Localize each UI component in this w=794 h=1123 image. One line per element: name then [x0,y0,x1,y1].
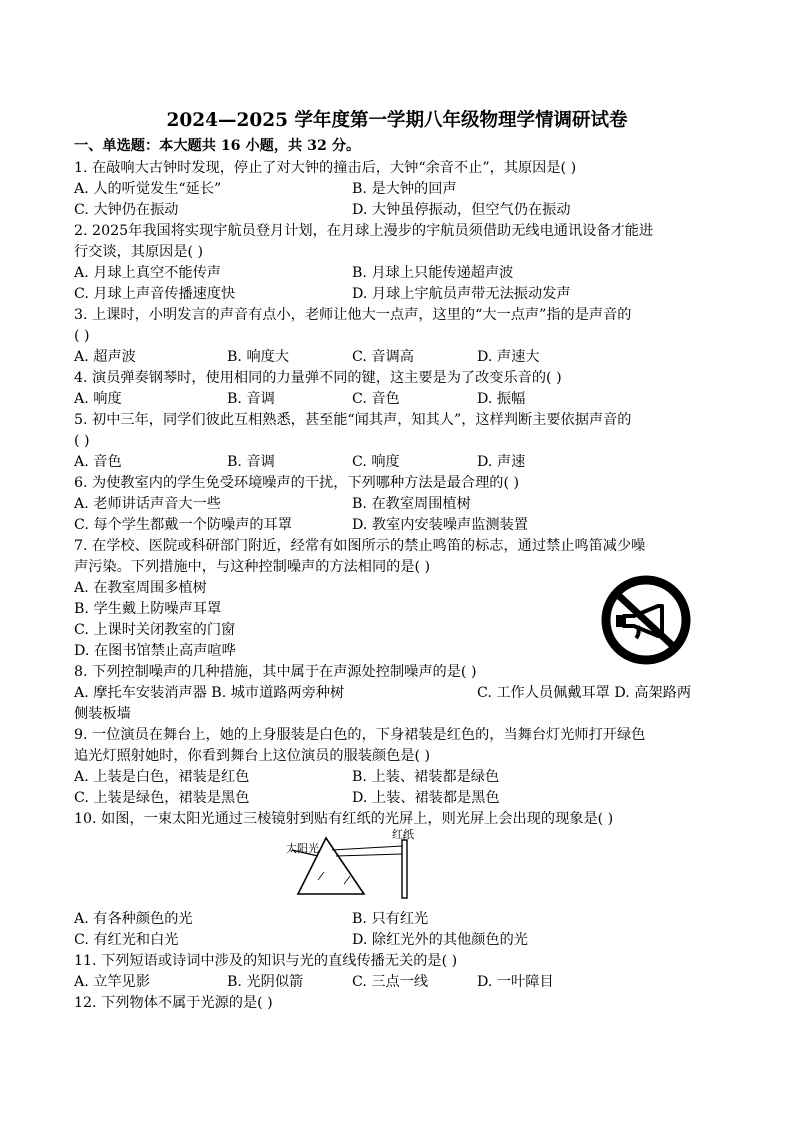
q7-option-b: B. 学生戴上防噪声耳罩 [74,601,222,617]
q6-option-b: B. 在教室周围植树 [352,496,471,512]
q11-option-b: B. 光阴似箭 [227,974,304,990]
q3-option-d: D. 声速大 [477,349,540,365]
q2-option-c: C. 月球上声音传播速度快 [74,286,236,302]
q4-option-b: B. 音调 [227,391,275,407]
q5-option-b: B. 音调 [227,454,275,470]
q6-option-c: C. 每个学生都戴一个防噪声的耳罩 [74,517,292,533]
q5-option-a: A. 音色 [74,454,122,470]
q10-stem: 10. 如图，一束太阳光通过三棱镜射到贴有红纸的光屏上，则光屏上会出现的现象是( ) [74,811,614,827]
q3-stem: 3. 上课时，小明发言的声音有点小，老师让他大一点声，这里的“大一点声”指的是声音的 [74,307,632,323]
red-paper-label: 红纸 [392,828,414,841]
prism-figure [278,828,428,902]
q10-option-a: A. 有各种颜色的光 [74,911,193,927]
no-honking-sign-icon [600,574,692,666]
q3-option-a: A. 超声波 [74,349,136,365]
q1-option-c: C. 大钟仍在振动 [74,202,179,218]
q7-stem: 7. 在学校、医院或科研部门附近，经常有如图所示的禁止鸣笛的标志，通过禁止鸣笛减少噪 [74,538,646,554]
q8-option-d-cont: 侧装板墙 [74,706,131,722]
q2-stem-cont: 行交谈，其原因是( ) [74,244,204,260]
q8-options-cd: C. 工作人员佩戴耳罩 D. 高架路两 [477,685,692,701]
q9-option-a: A. 上装是白色，裙装是红色 [74,769,250,785]
q4-option-d: D. 振幅 [477,391,526,407]
q10-option-b: B. 只有红光 [352,911,429,927]
q6-option-a: A. 老师讲话声音大一些 [74,496,221,512]
page-title: 2024—2025 学年度第一学期八年级物理学情调研试卷 [166,110,628,131]
q10-option-c: C. 有红光和白光 [74,932,179,948]
q2-option-b: B. 月球上只能传递超声波 [352,265,514,281]
q5-stem: 5. 初中三年，同学们彼此互相熟悉，甚至能“闻其声，知其人”，这样判断主要依据声音的 [74,412,632,428]
section-heading: 一、单选题：本大题共 16 小题，共 32 分。 [74,138,361,154]
q5-option-d: D. 声速 [477,454,526,470]
q5-option-c: C. 响度 [352,454,400,470]
q11-option-c: C. 三点一线 [352,974,429,990]
q2-option-d: D. 月球上宇航员声带无法振动发声 [352,286,571,302]
q3-stem-cont: ( ) [74,328,90,344]
q4-option-c: C. 音色 [352,391,400,407]
q9-option-c: C. 上装是绿色，裙装是黑色 [74,790,250,806]
sunlight-label: 太阳光 [286,842,319,855]
q9-stem-cont: 追光灯照射她时，你看到舞台上这位演员的服装颜色是( ) [74,748,431,764]
q8-options-ab: A. 摩托车安装消声器 B. 城市道路两旁种树 [74,685,345,701]
q3-option-b: B. 响度大 [227,349,290,365]
q1-option-d: D. 大钟虽停振动，但空气仍在振动 [352,202,571,218]
q11-stem: 11. 下列短语或诗词中涉及的知识与光的直线传播无关的是( ) [74,953,458,969]
q5-stem-cont: ( ) [74,433,90,449]
q7-option-c: C. 上课时关闭教室的门窗 [74,622,236,638]
q2-option-a: A. 月球上真空不能传声 [74,265,221,281]
q7-option-d: D. 在图书馆禁止高声喧哗 [74,643,236,659]
q8-stem: 8. 下列控制噪声的几种措施，其中属于在声源处控制噪声的是( ) [74,664,477,680]
q1-option-a: A. 人的听觉发生“延长” [74,181,222,197]
q6-option-d: D. 教室内安装噪声监测装置 [352,517,528,533]
q10-option-d: D. 除红光外的其他颜色的光 [352,932,528,948]
q2-stem: 2. 2025年我国将实现宇航员登月计划，在月球上漫步的宇航员须借助无线电通讯设备才能进 [74,223,654,239]
q9-option-d: D. 上装、裙装都是黑色 [352,790,500,806]
q1-option-b: B. 是大钟的回声 [352,181,457,197]
q4-stem: 4. 演员弹奏钢琴时，使用相同的力量弹不同的键，这主要是为了改变乐音的( ) [74,370,562,386]
q3-option-c: C. 音调高 [352,349,414,365]
q7-option-a: A. 在教室周围多植树 [74,580,207,596]
q1-stem: 1. 在敲响大古钟时发现，停止了对大钟的撞击后，大钟“余音不止”，其原因是( ) [74,160,577,176]
q9-stem: 9. 一位演员在舞台上，她的上身服装是白色的，下身裙装是红色的，当舞台灯光师打开绿色 [74,727,646,743]
q11-option-a: A. 立竿见影 [74,974,151,990]
q6-stem: 6. 为使教室内的学生免受环境噪声的干扰，下列哪种方法是最合理的( ) [74,475,520,491]
q9-option-b: B. 上装、裙装都是绿色 [352,769,500,785]
q7-stem-cont: 声污染。下列措施中，与这种控制噪声的方法相同的是( ) [74,559,431,575]
q12-stem: 12. 下列物体不属于光源的是( ) [74,995,273,1011]
q4-option-a: A. 响度 [74,391,122,407]
q11-option-d: D. 一叶障目 [477,974,554,990]
